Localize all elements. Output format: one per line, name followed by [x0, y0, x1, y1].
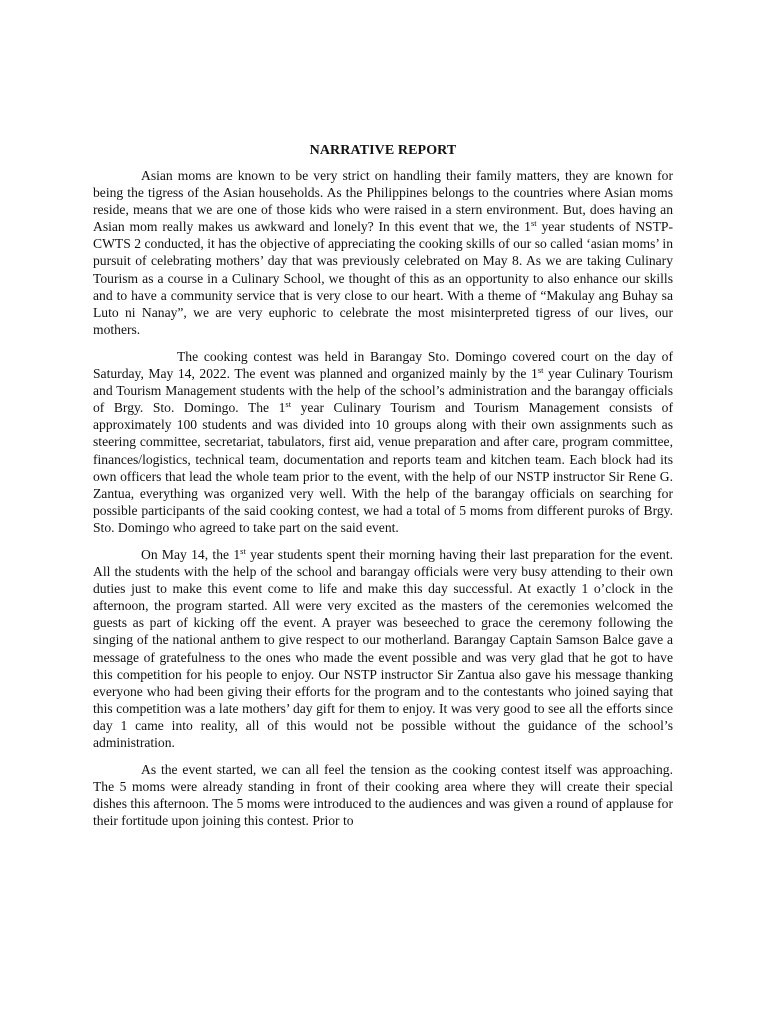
paragraph-3-text-b: year students spent their morning having their last preparation for the event. All the students with the help of the school and barangay officials were very busy attending to their own duties just to make this event come to life and make this day successful. At exactly 1 o’clock in the afternoon, the program started. All were very excited as the masters of the ceremonies welcomed the guests as part of kicking off the event. A prayer was beseeched to grace the ceremony following the singing of the national anthem to give respect to our motherland. Barangay Captain Samson Balce gave a message of gratefulness to the ones who made the event possible and was very glad that he got to have this competition for his people to enjoy. Our NSTP instructor Sir Zantua also gave his message thanking everyone who had been giving their efforts for the program and to the contestants who joined saying that this competition was a late mothers’ day gift for them to enjoy. It was very good to see all the efforts since day 1 came into reality, all of this would not be possible without the guidance of the school’s administration. — [93, 546, 674, 750]
document-title: NARRATIVE REPORT — [309, 143, 457, 158]
ordinal-suffix: st — [285, 399, 292, 410]
paragraph-4-text-a: As the event started, we can all feel the tension as the cooking contest itself was approaching. The 5 moms were already standing in front of their cooking area where they will create their special dishes this afternoon. The 5 moms were introduced to the audiences and was given a round of applause for their fortitude upon joining this contest. Prior to — [93, 762, 673, 829]
ordinal-suffix: st — [530, 218, 537, 229]
paragraph-spacer — [93, 751, 673, 761]
paragraph-1-text-b: year students of NSTP- CWTS 2 conducted, it has the objective of appreciating the cooking skills of our so called ‘asian moms’ in pursuit of celebrating mothers’ day that was previously celebrated on May 8. As we are taking Culinary Tourism as a course in a Culinary School, we thought of this as an opportunity to also enhance our skills and to have a community service that is very close to our heart. With a theme of “Makulay ang Buhay sa Luto ni Nanay”, we are very euphoric to celebrate the most misinterpreted tigress of our lives, our mothers. — [93, 219, 673, 337]
ordinal-suffix: st — [240, 545, 246, 556]
paragraph-2-text-c: year Culinary Tourism and Tourism Management consists of approximately 100 students and was divided into 10 groups along with their own assignments such as steering committee, secretariat, tabulators, first aid, venue preparation and after care, program committee, finances/logistics, technical team, documentation and reports team and kitchen team. Each block had its own officers that lead the whole team prior to the event, with the help of our NSTP instructor Sir Rene G. Zantua, everything was organized very well. With the help of the barangay officials on searching for possible participants of the said cooking contest, we had a total of 5 moms from different puroks of Brgy. Sto. Domingo who agreed to take part on the said event. — [93, 400, 673, 535]
paragraph-2-text-a: The cooking contest was held in Barangay Sto. Domingo covered court on the day of Saturday, May 14, 2022. The event was planned and organized mainly by the 1 — [93, 348, 673, 382]
paragraph-spacer — [93, 338, 673, 348]
paragraph-spacer — [93, 536, 673, 546]
paragraph-2 — [93, 348, 673, 536]
paragraph-1-text-a: Asian moms are known to be very strict on handling their family matters, they are known for being the tigress of the Asian households. As the Philippines belongs to the countries where Asian moms reside, means that we are one of those kids who were raised in a stern environment. But, does having an Asian mom really makes us awkward and lonely? In this event that we, the 1 — [93, 168, 673, 235]
paragraph-4 — [93, 761, 673, 829]
paragraph-3 — [93, 546, 673, 751]
paragraph-3-text-a: On May 14, the 1 — [141, 546, 241, 562]
document-body — [93, 141, 673, 829]
paragraph-1 — [93, 167, 673, 338]
paragraph-2-text-b: year Culinary Tourism and Tourism Management students with the help of the school’s administration and the barangay officials of Brgy. Sto. Domingo. The 1 — [93, 366, 673, 416]
ordinal-suffix: st — [537, 365, 544, 376]
